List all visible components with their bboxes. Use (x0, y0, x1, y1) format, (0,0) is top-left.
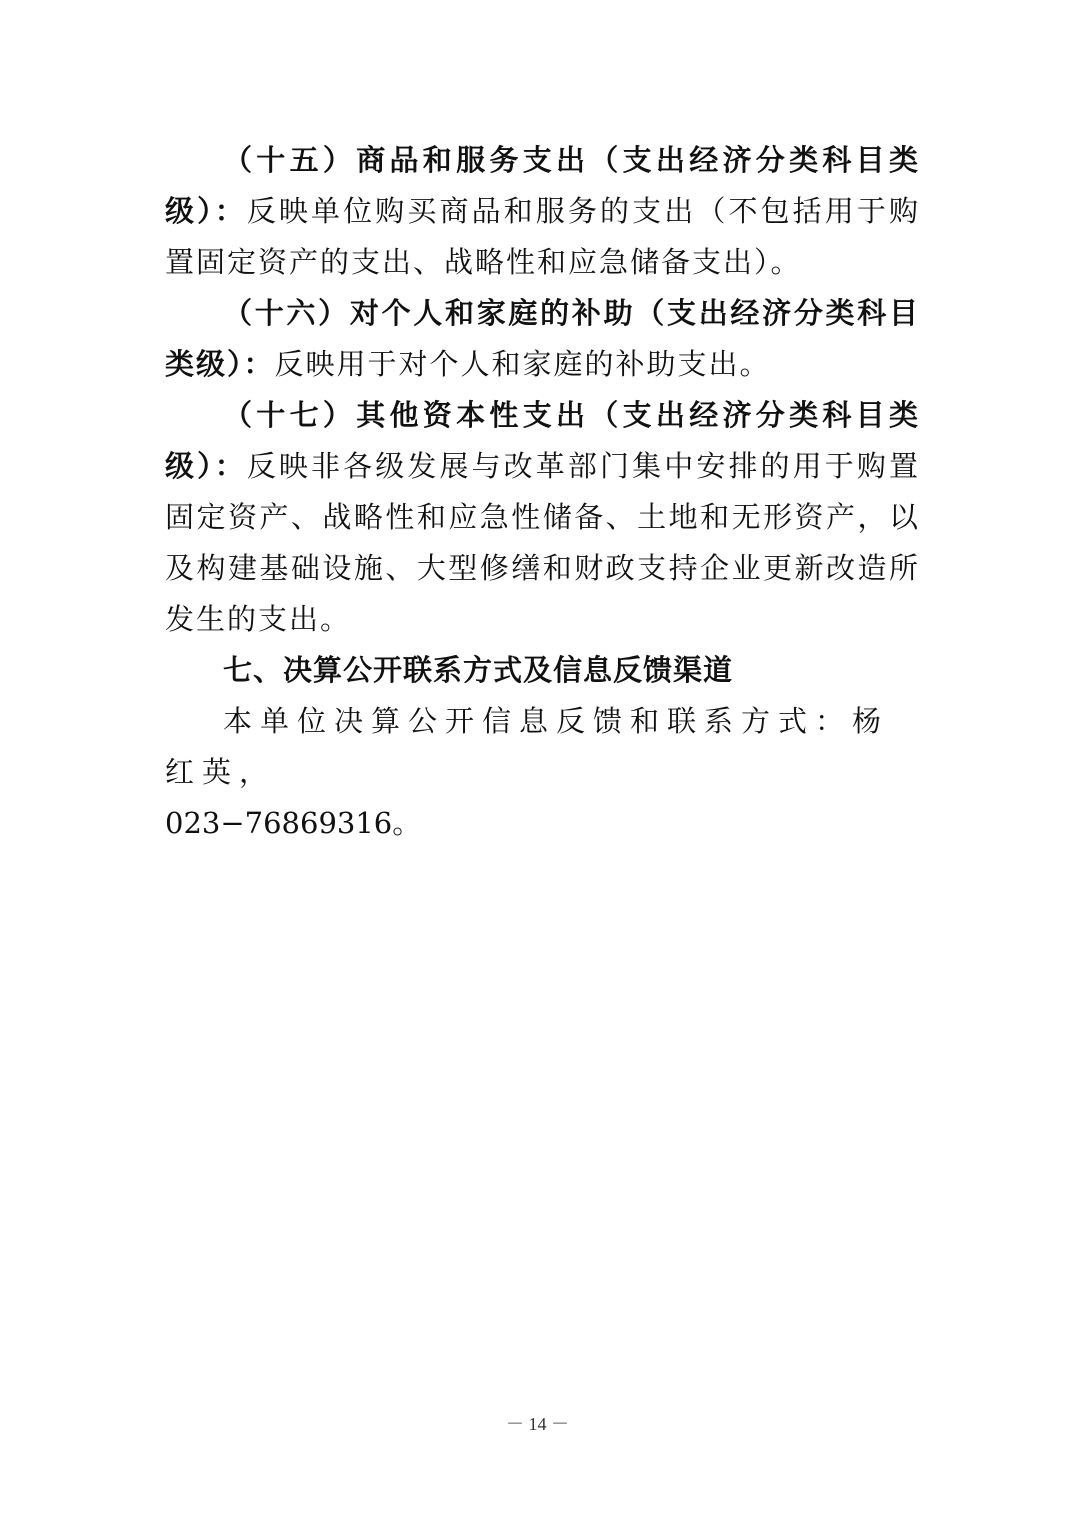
section-15-body: 反映单位购买商品和服务的支出（不包括用于购置固定资产的支出、战略性和应急储备支出）。 (165, 194, 920, 279)
section-16 (165, 288, 920, 390)
section-17 (165, 390, 920, 645)
section-17-title: （十七）其他资本性支出（支出经济分类科目类级）： (165, 398, 920, 483)
section-17-body: 反映非各级发展与改革部门集中安排的用于购置固定资产、战略性和应急性储备、土地和无形资产，以及构建基础设施、大型修缮和财政支持企业更新改造所发生的支出。 (165, 449, 920, 636)
section-15 (165, 135, 920, 288)
page-number: － 14 － (506, 1414, 569, 1434)
section-15-title: （十五）商品和服务支出（支出经济分类科目类级）： (165, 143, 920, 228)
section-16-body: 反映用于对个人和家庭的补助支出。 (274, 347, 771, 381)
document-body (165, 135, 920, 849)
contact-text: 本单位决算公开信息反馈和联系方式：杨红英， (165, 704, 890, 789)
contact-phone: 023−76869316。 (165, 806, 422, 840)
section-16-title: （十六）对个人和家庭的补助（支出经济分类科目类级）： (165, 296, 920, 381)
contact-heading: 七、决算公开联系方式及信息反馈渠道 (223, 653, 734, 687)
